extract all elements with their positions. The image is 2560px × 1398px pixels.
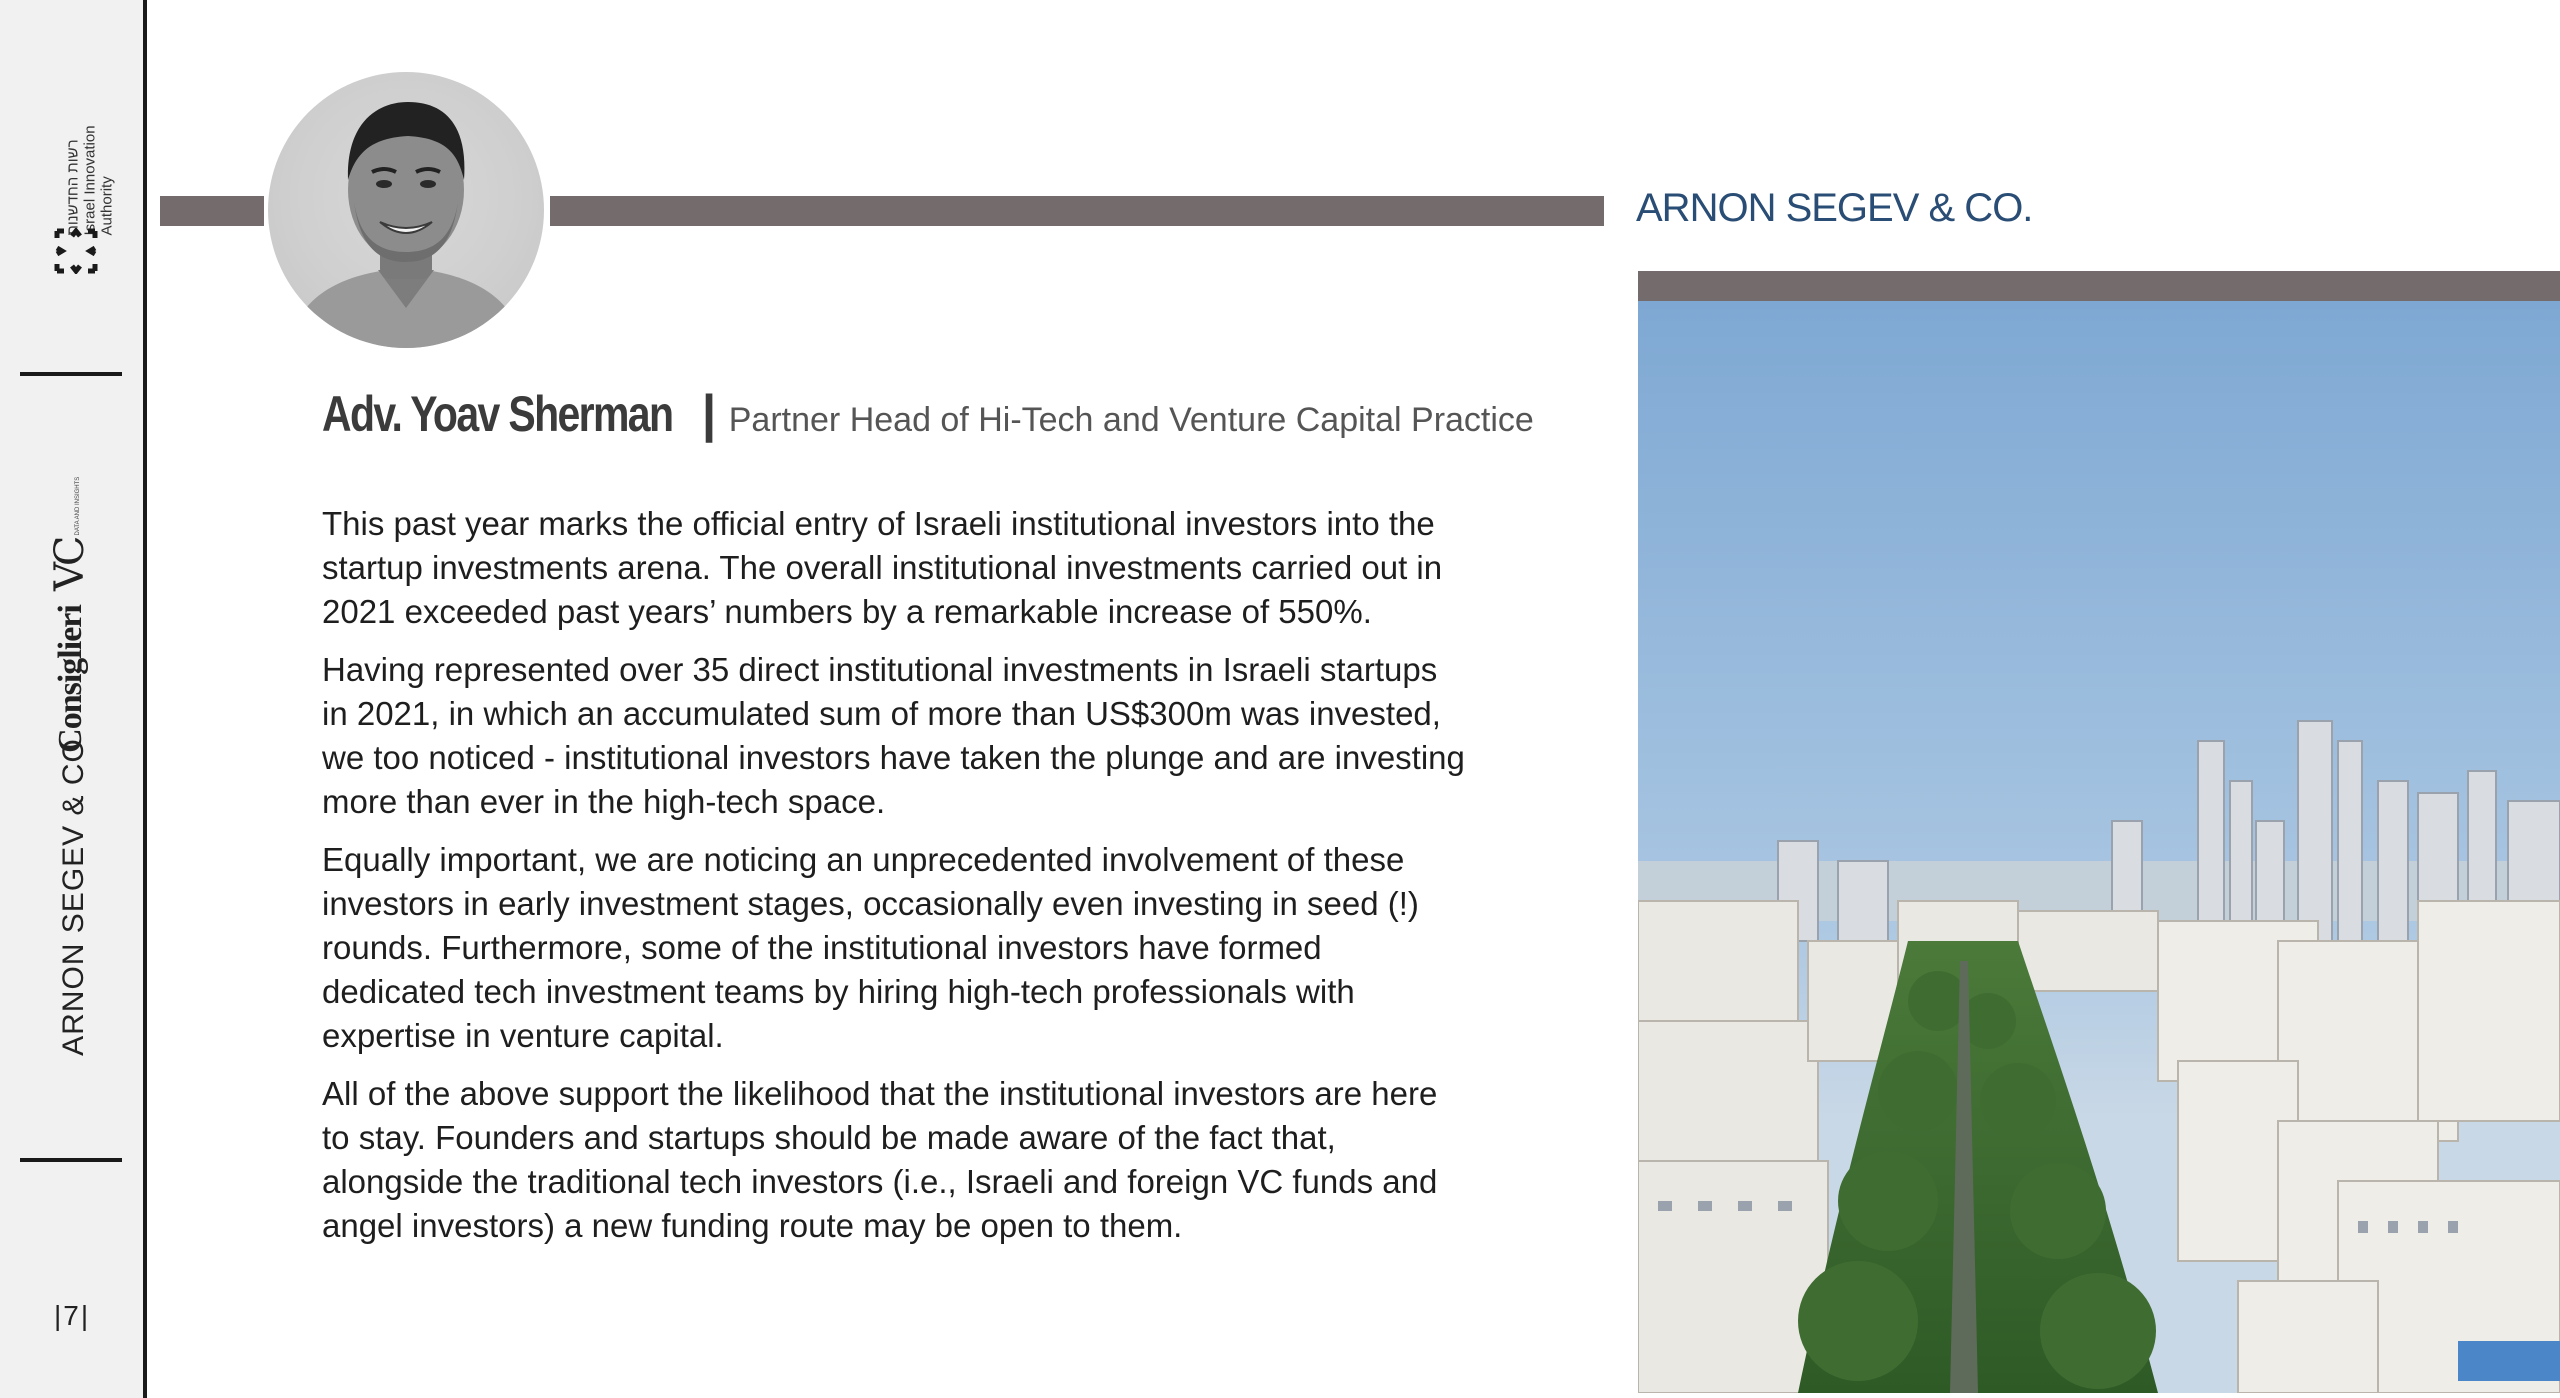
consiglieri-logo: Consiglieri (52, 605, 89, 753)
paragraph-4: All of the above support the likelihood that the institutional investors are here to stay. Founders and startups should be made aware of the fact that, alongside the traditional tech investors (i.e., Israeli and foreign VC funds and angel investors) a new funding route may be open to them. (322, 1075, 1438, 1244)
vc-data-insights-logo (47, 476, 93, 591)
paragraph-3: Equally important, we are noticing an unprecedented involvement of these investors in early investment stages, occasionally even investing in seed (!) rounds. Furthermore, some of the institutional investors have formed dedicated tech investment teams by hiring high-tech professionals with expertise in venture capital. (322, 841, 1419, 1054)
profile-name: Adv. Yoav Sherman (322, 386, 673, 442)
sidebar-divider (143, 0, 147, 1398)
image-top-bar (1638, 271, 2560, 301)
portrait-image (268, 72, 544, 348)
paragraph-1: This past year marks the official entry of Israeli institutional investors into the startup investments arena. The overall institutional investments carried out in 2021 exceeded past years’ numbers by a remarkable increase of 550%. (322, 505, 1443, 630)
profile-role: Partner Head of Hi-Tech and Venture Capital Practice (728, 401, 1534, 439)
sidebar-rule-top (20, 372, 122, 376)
sidebar-rule-bottom (20, 1158, 122, 1162)
iia-hebrew-text: רשות החדשנות (64, 139, 82, 236)
iia-line1: Israel Innovation (81, 125, 99, 236)
avatar (268, 72, 544, 348)
iia-mark-icon (54, 228, 98, 274)
vc-logo-sub: DATA AND INSIGHTS (75, 476, 82, 536)
arnon-segev-sidebar-logo: ARNON SEGEV & CO (57, 738, 90, 1056)
header-bar-right (550, 196, 1604, 226)
profile-heading (322, 384, 1534, 444)
israel-innovation-authority-logo (65, 76, 116, 236)
vc-logo-text: VC (47, 539, 93, 591)
page-number: |7| (54, 1300, 91, 1331)
body-text (322, 502, 1472, 1262)
paragraph-2: Having represented over 35 direct institutional investments in Israeli startups in 2021, in which an accumulated sum of more than US$300m was invested, we too noticed - institutional investors have taken the plunge and are investing more than ever in the high-tech space. (322, 651, 1465, 820)
header-bar-left (160, 196, 264, 226)
city-skyline-image (1638, 301, 2560, 1393)
heading-separator: | (701, 385, 717, 443)
arnon-segev-logo: ARNON SEGEV & CO. (1636, 186, 2033, 230)
iia-line2: Authority (98, 176, 116, 236)
